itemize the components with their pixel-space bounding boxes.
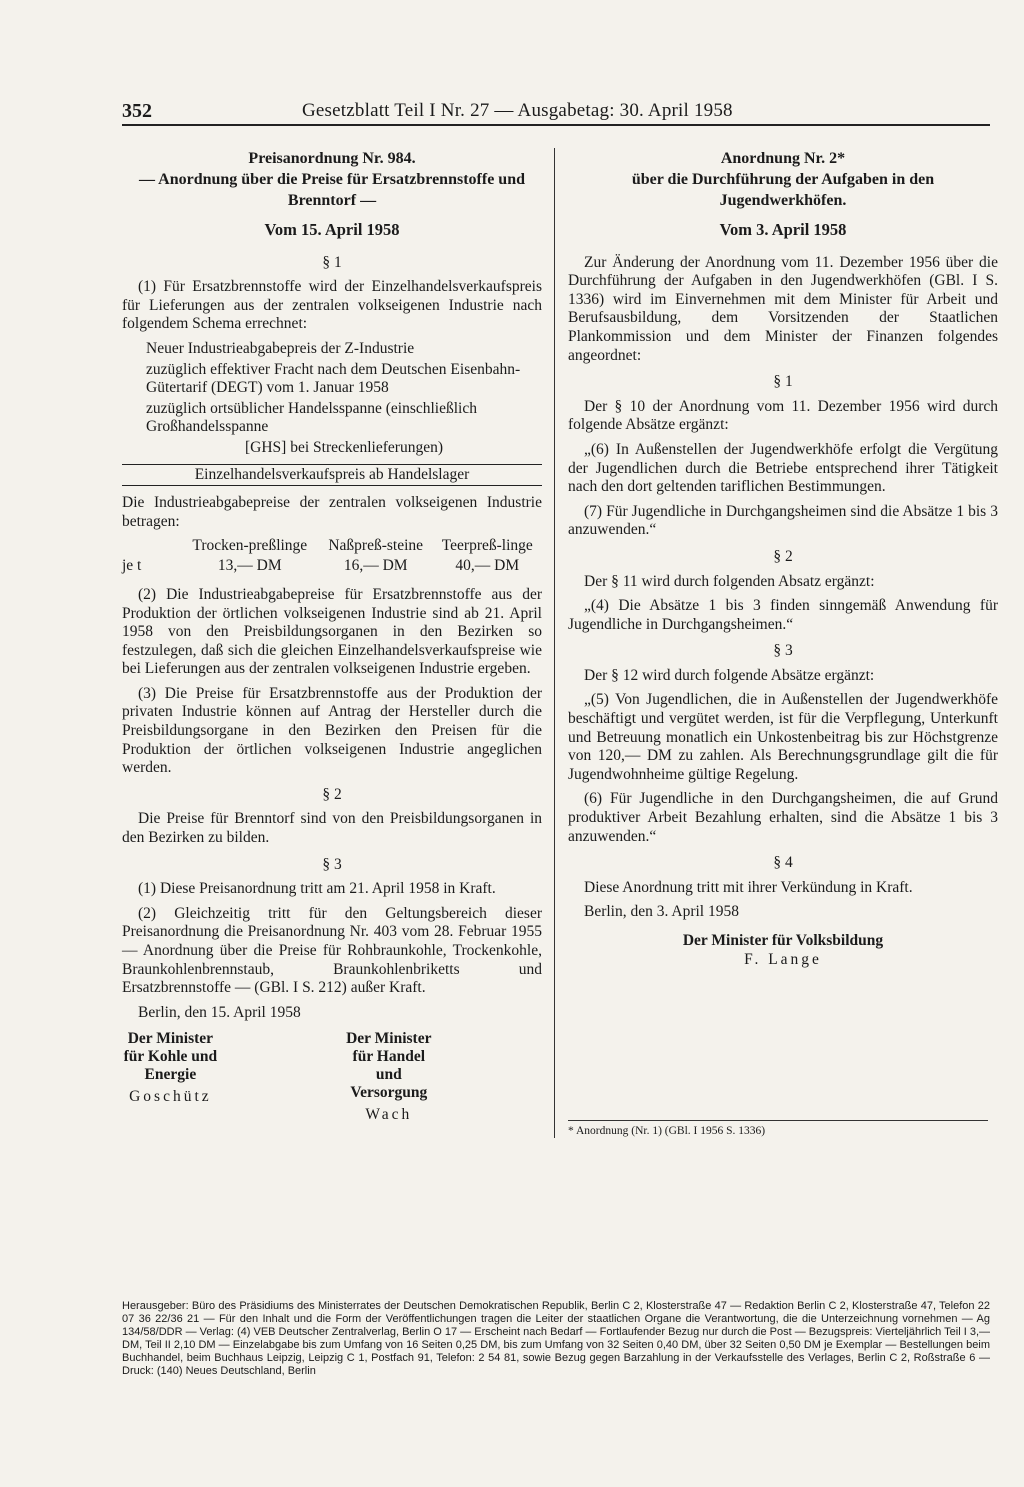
table-row-label: je t xyxy=(122,557,142,575)
paragraph: (3) Die Preise für Ersatzbrennstoffe aus der Produktion der privaten Industrie können auf Antrag der Hersteller durch die Preisbildungsorgane in den Bezirken den Preisen für die Produktion der örtlichen volkseigenen Industrie angeglichen werden. xyxy=(122,684,542,777)
table-cell: 40,— DM xyxy=(455,557,520,575)
signature-block xyxy=(568,932,998,969)
right-title: Anordnung Nr. 2* xyxy=(720,150,846,167)
section-heading: § 2 xyxy=(322,785,342,803)
signatory-name: Goschütz xyxy=(129,1088,212,1106)
table-cell: 16,— DM xyxy=(343,557,408,575)
paragraph: Zur Änderung der Anordnung vom 11. Dezember 1956 über die Durchführung der Aufgaben in den Jugendwerkhöfen (GBl. I S. 1336) wird im Einvernehmen mit dem Minister für Arbeit und Berufsausbildung, dem Vorsitzenden der Staatlichen Plankommission und dem Minister der Finanzen folgendes angeordnet: xyxy=(568,253,998,364)
signatory-role: Der Minister für Handel und Versorgung xyxy=(346,1030,432,1102)
signature-block xyxy=(340,1030,542,1125)
schema-line: Neuer Industrieabgabepreis der Z-Industrie xyxy=(146,339,415,357)
left-title: Preisanordnung Nr. 984. xyxy=(248,150,416,167)
signatory-name: F. Lange xyxy=(744,950,822,968)
schema-line: zuzüglich effektiver Fracht nach dem Deutschen Eisenbahn-Gütertarif (DEGT) vom 1. Januar 1958 xyxy=(146,360,521,397)
schema-line: [GHS] bei Streckenlieferungen) xyxy=(245,438,443,456)
page-header xyxy=(122,100,990,126)
table-cell: 13,— DM xyxy=(217,557,282,575)
paragraph: (2) Gleichzeitig tritt für den Geltungsbereich dieser Preisanordnung die Preisanordnung Nr. 403 vom 28. Februar 1955 — Anordnung über die Preise für Rohbraunkohle, Trockenkohle, Braunkohlenbrennstaub, Braunkohlenbriketts und Ersatzbrennstoffe — (GBl. I S. 212) außer Kraft. xyxy=(122,904,542,997)
price-schema xyxy=(122,340,542,458)
schema-result: Einzelhandelsverkaufspreis ab Handelslager xyxy=(122,464,542,487)
paragraph: Die Preise für Brenntorf sind von den Preisbildungsorganen in den Bezirken zu bilden. xyxy=(122,810,542,847)
section-heading: § 3 xyxy=(773,642,793,660)
left-subtitle: — Anordnung über die Preise für Ersatzbrennstoffe und Brenntorf — xyxy=(139,171,525,209)
paragraph: Der § 10 der Anordnung vom 11. Dezember 1956 wird durch folgende Absätze ergänzt: xyxy=(568,397,998,434)
paragraph: (1) Diese Preisanordnung tritt am 21. April 1958 in Kraft. xyxy=(138,880,496,898)
place-date: Berlin, den 15. April 1958 xyxy=(138,1003,301,1021)
table-header: Trocken-preßlinge xyxy=(192,537,308,555)
paragraph: „(5) Von Jugendlichen, die in Außenstellen der Jugendwerkhöfe beschäftigt und vergütet werden, ist für die Verpflegung, Unterkunft und Betreuung monatlich ein Unkostenbeitrag bis zur Höchstgrenze von 120,— DM zu zahlen. Als Berechnungsgrundlage gilt die für Jugendwohnheime gültige Regelung. xyxy=(568,691,998,783)
left-column xyxy=(122,148,542,1125)
paragraph: Der § 11 wird durch folgenden Absatz ergänzt: xyxy=(584,572,875,590)
paragraph: „(6) In Außenstellen der Jugendwerkhöfe erfolgt die Vergütung der Jugendlichen durch die Betriebe entsprechend ihrer Tätigkeit nach den dort geltenden tariflichen Bestimmungen. xyxy=(568,440,998,496)
section-heading: § 3 xyxy=(322,855,342,873)
right-column xyxy=(568,148,998,969)
header-title: Gesetzblatt Teil I Nr. 27 — Ausgabetag: 30. April 1958 xyxy=(302,100,733,121)
table-header: Naßpreß-steine xyxy=(328,537,424,555)
place-date: Berlin, den 3. April 1958 xyxy=(584,903,739,921)
signatory-role: Der Minister für Volksbildung xyxy=(682,932,884,949)
paragraph: Diese Anordnung tritt mit ihrer Verkündung in Kraft. xyxy=(584,878,913,896)
page-number: 352 xyxy=(122,100,152,122)
paragraph: Der § 12 wird durch folgende Absätze ergänzt: xyxy=(584,666,875,684)
section-heading: § 1 xyxy=(773,373,793,391)
left-date: Vom 15. April 1958 xyxy=(264,220,400,239)
right-subtitle: über die Durchführung der Aufgaben in den Jugendwerkhöfen. xyxy=(631,171,935,209)
table-header: Teerpreß-linge xyxy=(441,537,533,555)
schema-line: zuzüglich ortsüblicher Handelsspanne (einschließlich Großhandelsspanne xyxy=(146,399,477,436)
paragraph: (6) Für Jugendliche in den Durchgangsheimen, die auf Grund produktiver Arbeit Bezahlung erhalten, sind die Absätze 1 bis 3 anzuwenden.“ xyxy=(568,790,998,845)
section-heading: § 4 xyxy=(773,854,793,872)
paragraph: (7) Für Jugendliche in Durchgangsheimen sind die Absätze 1 bis 3 anzuwenden.“ xyxy=(568,502,998,539)
column-divider xyxy=(554,148,555,1138)
price-table xyxy=(122,537,542,578)
paragraph: Die Industrieabgabepreise der zentralen volkseigenen Industrie betragen: xyxy=(122,494,542,530)
signature-block xyxy=(122,1030,324,1125)
signatory-role: Der Minister für Kohle und Energie xyxy=(123,1030,218,1084)
imprint: Herausgeber: Büro des Präsidiums des Ministerrates der Deutschen Demokratischen Republik, Berlin C 2, Klosterstraße 47 — Redaktion Berlin C 2, Klosterstraße 47, Telefon 22 07 36 22/36 21 — Für den Inhalt und die Form der Veröffentlichungen tragen die Leiter der staatlichen Organe die Verantwortung, die die Unterzeichnung vornehmen — Ag 134/58/DDR — Verlag: (4) VEB Deutscher Zentralverlag, Berlin O 17 — Erscheint nach Bedarf — Fortlaufender Bezug nur durch die Post — Bezugspreis: Vierteljährlich Teil I 3,— DM, Teil II 2,10 DM — Einzelabgabe bis zum Umfang von 16 Seiten 0,25 DM, bis zum Umfang von 32 Seiten 0,40 DM, über 32 Seiten 0,50 DM je Exemplar — Bestellungen beim Buchhandel, beim Buchhaus Leipzig, Leipzig C 1, Postfach 91, Telefon: 2 54 81, sowie Bezug gegen Barzahlung in der Verkaufsstelle des Verlages, Berlin C 2, Roßstraße 6 — Druck: (140) Neues Deutschland, Berlin xyxy=(122,1300,990,1377)
section-heading: § 2 xyxy=(773,547,793,565)
signatory-name: Wach xyxy=(365,1106,413,1124)
table-row xyxy=(122,555,542,578)
paragraph: (2) Die Industrieabgabepreise für Ersatzbrennstoffe aus der Produktion der örtlichen volkseigenen Industrie sind ab 21. April 1958 von den Preisbildungsorganen in den Bezirken so festzulegen, daß sich die gleichen Einzelhandelsverkaufspreise wie bei Lieferungen aus der zentralen volkseigenen Industrie ergeben. xyxy=(122,585,542,678)
right-date: Vom 3. April 1958 xyxy=(719,220,847,239)
paragraph: „(4) Die Absätze 1 bis 3 finden sinngemäß Anwendung für Jugendliche in Durchgangsheimen.“ xyxy=(568,597,998,633)
table-header-row xyxy=(122,537,542,555)
footnote: * Anordnung (Nr. 1) (GBl. I 1956 S. 1336) xyxy=(568,1120,988,1137)
section-heading: § 1 xyxy=(322,253,342,271)
signatures xyxy=(122,1030,542,1125)
paragraph: (1) Für Ersatzbrennstoffe wird der Einzelhandelsverkaufspreis für Lieferungen aus der zentralen volkseigenen Industrie nach folgendem Schema errechnet: xyxy=(122,278,542,333)
